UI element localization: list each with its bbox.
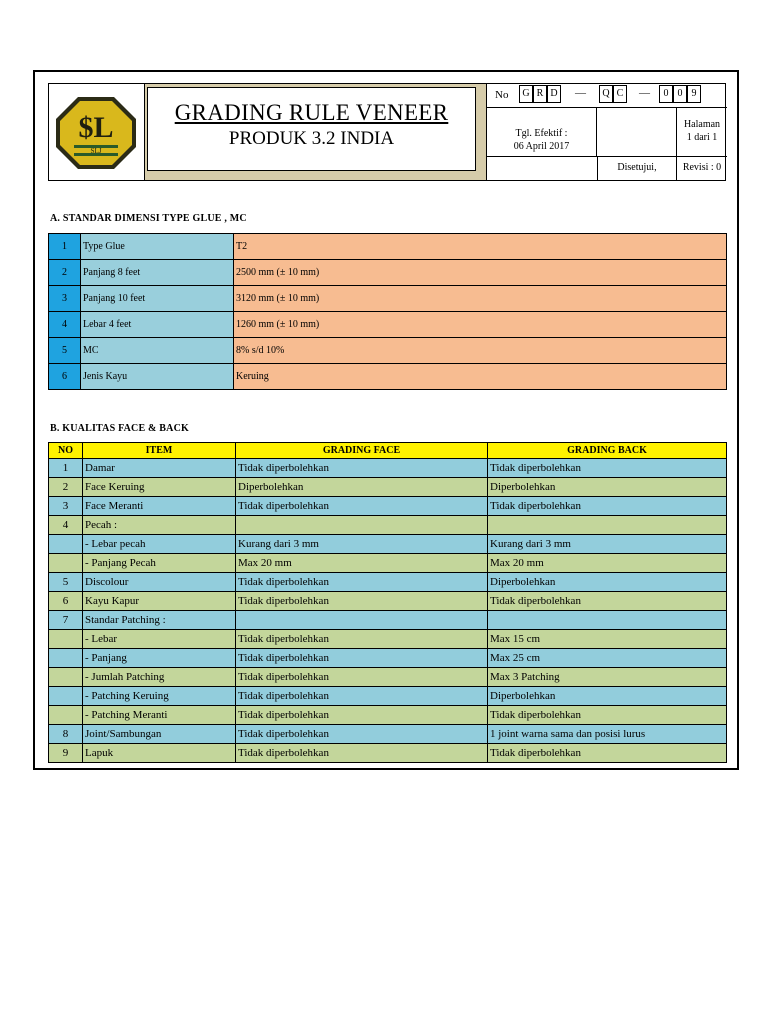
row-number: 1 <box>49 234 81 260</box>
title-cell <box>145 84 487 180</box>
page-cell <box>677 108 727 156</box>
title-box <box>147 87 476 171</box>
table-row <box>49 573 727 592</box>
page-label: Halaman <box>683 119 721 130</box>
doc-number-box: D <box>547 85 561 103</box>
doc-number-label: No <box>495 89 509 101</box>
row-grading-face: Tidak diperbolehkan <box>236 497 488 516</box>
row-grading-back <box>488 516 727 535</box>
row-label: Panjang 10 feet <box>81 286 234 312</box>
row-grading-back: Max 3 Patching <box>488 668 727 687</box>
row-grading-back: Diperbolehkan <box>488 573 727 592</box>
row-number <box>49 668 83 687</box>
row-label: Lebar 4 feet <box>81 312 234 338</box>
document-info <box>487 84 727 180</box>
doc-number-dash: — <box>639 87 650 99</box>
doc-number-dash: — <box>575 87 586 99</box>
row-number: 6 <box>49 364 81 390</box>
row-label: Panjang 8 feet <box>81 260 234 286</box>
row-number: 5 <box>49 573 83 592</box>
row-number <box>49 630 83 649</box>
table-row <box>49 668 727 687</box>
document-title: GRADING RULE VENEER <box>174 100 449 125</box>
row-label: Type Glue <box>81 234 234 260</box>
doc-number-box: 0 <box>673 85 687 103</box>
row-value: 8% s/d 10% <box>234 338 727 364</box>
row-number <box>49 535 83 554</box>
table-row <box>49 725 727 744</box>
company-logo <box>54 95 138 171</box>
row-grading-face: Tidak diperbolehkan <box>236 706 488 725</box>
row-item: - Panjang <box>83 649 236 668</box>
row-grading-back: Max 20 mm <box>488 554 727 573</box>
doc-number-row <box>487 84 727 108</box>
row-grading-back: Max 15 cm <box>488 630 727 649</box>
row-grading-back: Diperbolehkan <box>488 687 727 706</box>
row-value: 2500 mm (± 10 mm) <box>234 260 727 286</box>
row-number: 3 <box>49 497 83 516</box>
row-item: Joint/Sambungan <box>83 725 236 744</box>
row-grading-face <box>236 516 488 535</box>
row-number: 6 <box>49 592 83 611</box>
row-number: 7 <box>49 611 83 630</box>
table-row <box>49 497 727 516</box>
row-label: Jenis Kayu <box>81 364 234 390</box>
table-row <box>49 706 727 725</box>
doc-number-box: 9 <box>687 85 701 103</box>
row-grading-face: Kurang dari 3 mm <box>236 535 488 554</box>
row-number: 2 <box>49 260 81 286</box>
row-item: Pecah : <box>83 516 236 535</box>
row-grading-face: Tidak diperbolehkan <box>236 459 488 478</box>
row-value: 1260 mm (± 10 mm) <box>234 312 727 338</box>
row-item: Standar Patching : <box>83 611 236 630</box>
row-item: - Panjang Pecah <box>83 554 236 573</box>
table-header-row <box>49 443 727 459</box>
table-row <box>49 744 727 763</box>
table-row <box>49 687 727 706</box>
row-item: Face Meranti <box>83 497 236 516</box>
svg-text:$L: $L <box>78 111 114 144</box>
column-header-face: GRADING FACE <box>236 443 488 459</box>
logo-cell <box>49 84 145 180</box>
row-grading-back: 1 joint warna sama dan posisi lurus <box>488 725 727 744</box>
row-number: 4 <box>49 516 83 535</box>
row-grading-face: Tidak diperbolehkan <box>236 725 488 744</box>
doc-number-box: G <box>519 85 533 103</box>
document-frame <box>33 70 739 770</box>
row-label: MC <box>81 338 234 364</box>
row-number <box>49 706 83 725</box>
column-header-back: GRADING BACK <box>488 443 727 459</box>
approval-row <box>487 156 727 180</box>
row-item: - Patching Keruing <box>83 687 236 706</box>
row-number: 4 <box>49 312 81 338</box>
row-value: 3120 mm (± 10 mm) <box>234 286 727 312</box>
doc-number-box: R <box>533 85 547 103</box>
approved-label: Disetujui, <box>597 157 677 180</box>
row-item: - Jumlah Patching <box>83 668 236 687</box>
row-number: 3 <box>49 286 81 312</box>
row-item: Damar <box>83 459 236 478</box>
row-grading-face: Tidak diperbolehkan <box>236 630 488 649</box>
row-grading-face: Tidak diperbolehkan <box>236 668 488 687</box>
table-row <box>49 234 727 260</box>
row-value: T2 <box>234 234 727 260</box>
row-number: 5 <box>49 338 81 364</box>
row-grading-face: Tidak diperbolehkan <box>236 649 488 668</box>
row-item: - Patching Meranti <box>83 706 236 725</box>
section-b-title: B. KUALITAS FACE & BACK <box>50 423 189 434</box>
row-grading-face: Max 20 mm <box>236 554 488 573</box>
column-header-item: ITEM <box>83 443 236 459</box>
row-value: Keruing <box>234 364 727 390</box>
table-row <box>49 338 727 364</box>
table-row <box>49 286 727 312</box>
table-row <box>49 459 727 478</box>
document-header <box>48 83 726 181</box>
row-grading-back: Max 25 cm <box>488 649 727 668</box>
table-row <box>49 478 727 497</box>
row-number <box>49 554 83 573</box>
table-row <box>49 592 727 611</box>
row-item: Kayu Kapur <box>83 592 236 611</box>
table-row <box>49 554 727 573</box>
row-grading-back: Kurang dari 3 mm <box>488 535 727 554</box>
effective-date-cell <box>487 108 597 156</box>
table-row <box>49 260 727 286</box>
effective-date-label: Tgl. Efektif : <box>515 128 568 139</box>
dimension-table <box>48 233 727 390</box>
page-value: 1 dari 1 <box>686 132 718 143</box>
row-grading-face: Diperbolehkan <box>236 478 488 497</box>
signature-cell <box>597 108 677 156</box>
table-row <box>49 516 727 535</box>
row-item: Lapuk <box>83 744 236 763</box>
row-grading-face: Tidak diperbolehkan <box>236 744 488 763</box>
row-number <box>49 649 83 668</box>
column-header-no: NO <box>49 443 83 459</box>
row-grading-face: Tidak diperbolehkan <box>236 592 488 611</box>
row-item: Face Keruing <box>83 478 236 497</box>
row-number: 1 <box>49 459 83 478</box>
effective-date-value: 06 April 2017 <box>513 141 570 152</box>
revision-label: Revisi : 0 <box>682 162 722 173</box>
row-grading-back: Diperbolehkan <box>488 478 727 497</box>
table-row <box>49 535 727 554</box>
document-subtitle: PRODUK 3.2 INDIA <box>228 128 395 149</box>
row-number: 8 <box>49 725 83 744</box>
quality-table <box>48 442 727 763</box>
row-grading-back: Tidak diperbolehkan <box>488 592 727 611</box>
row-number: 9 <box>49 744 83 763</box>
doc-number-box: C <box>613 85 627 103</box>
row-grading-back <box>488 611 727 630</box>
row-grading-back: Tidak diperbolehkan <box>488 744 727 763</box>
row-item: - Lebar pecah <box>83 535 236 554</box>
table-row <box>49 630 727 649</box>
row-grading-back: Tidak diperbolehkan <box>488 459 727 478</box>
section-a-title: A. STANDAR DIMENSI TYPE GLUE , MC <box>50 213 247 224</box>
doc-number-box: Q <box>599 85 613 103</box>
table-row <box>49 364 727 390</box>
logo-lettering: SLJ <box>90 147 102 155</box>
row-number: 2 <box>49 478 83 497</box>
row-grading-face <box>236 611 488 630</box>
table-row <box>49 611 727 630</box>
row-item: - Lebar <box>83 630 236 649</box>
row-item: Discolour <box>83 573 236 592</box>
row-grading-face: Tidak diperbolehkan <box>236 687 488 706</box>
row-number <box>49 687 83 706</box>
doc-number-box: 0 <box>659 85 673 103</box>
row-grading-back: Tidak diperbolehkan <box>488 706 727 725</box>
row-grading-back: Tidak diperbolehkan <box>488 497 727 516</box>
row-grading-face: Tidak diperbolehkan <box>236 573 488 592</box>
table-row <box>49 312 727 338</box>
table-row <box>49 649 727 668</box>
